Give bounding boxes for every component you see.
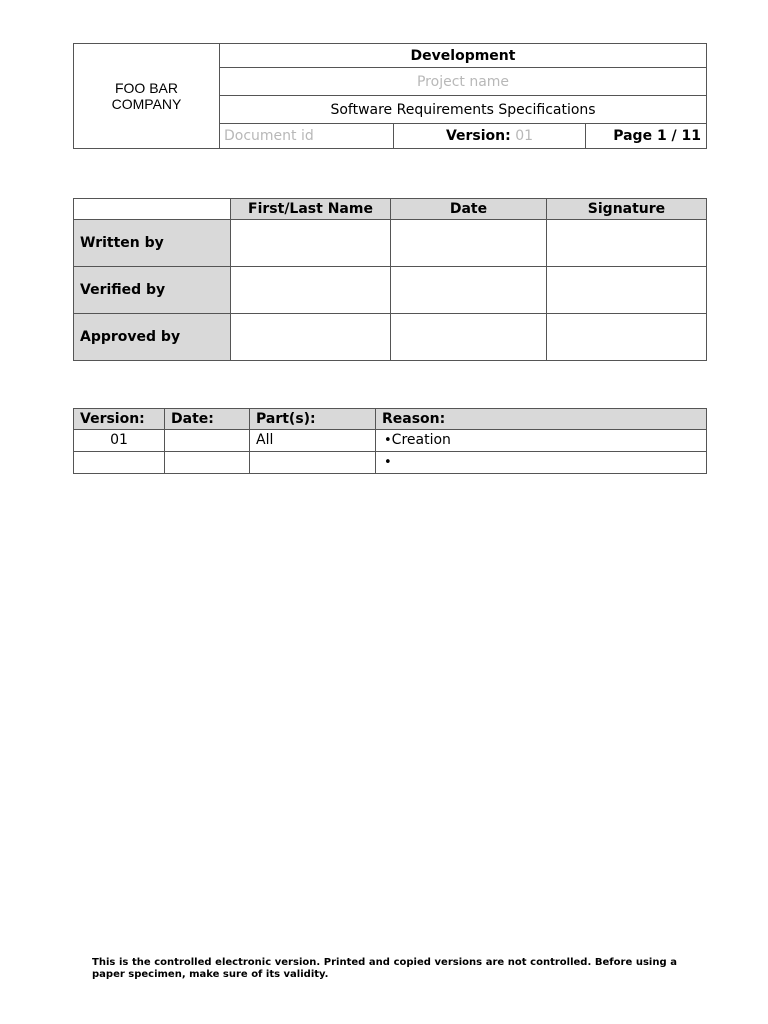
approved-name-cell[interactable]: [231, 314, 391, 361]
approval-row-label: Verified by: [74, 267, 231, 314]
company-name-text: FOO BAR COMPANY: [111, 80, 182, 112]
revision-parts: All: [250, 430, 376, 452]
controlled-version-notice: This is the controlled electronic version. Printed and copied versions are not controlled. Before using a paper specimen, make sure of its validity.: [92, 957, 677, 980]
revision-reason: [376, 430, 707, 452]
revision-header-reason: Reason:: [376, 409, 707, 430]
revision-history-table: [73, 408, 707, 474]
verified-name-cell[interactable]: [231, 267, 391, 314]
revision-header-parts: Part(s):: [250, 409, 376, 430]
approval-header-signature: Signature: [547, 199, 707, 220]
written-date-cell[interactable]: [391, 220, 547, 267]
project-name: Project name: [220, 68, 707, 96]
revision-date: [165, 430, 250, 452]
approval-row-label: Approved by: [74, 314, 231, 361]
verified-signature-cell[interactable]: [547, 267, 707, 314]
revision-reason-text: Creation: [391, 432, 451, 448]
written-signature-cell[interactable]: [547, 220, 707, 267]
document-id: Document id: [220, 124, 394, 149]
document-title: Software Requirements Specifications: [220, 96, 707, 124]
page-number: Page 1 / 11: [586, 124, 707, 149]
revision-row: [74, 430, 707, 452]
approved-signature-cell[interactable]: [547, 314, 707, 361]
approval-row-verified: [74, 267, 707, 314]
approval-header-date: Date: [391, 199, 547, 220]
revision-reason: [376, 452, 707, 474]
bullet-icon: •: [384, 433, 392, 448]
approval-header-blank: [74, 199, 231, 220]
department: Development: [220, 44, 707, 68]
revision-version: [74, 452, 165, 474]
revision-header-date: Date:: [165, 409, 250, 430]
approval-table: [73, 198, 707, 361]
version-label: Version:: [445, 128, 511, 144]
approved-date-cell[interactable]: [391, 314, 547, 361]
revision-date: [165, 452, 250, 474]
bullet-icon: •: [384, 455, 392, 470]
verified-date-cell[interactable]: [391, 267, 547, 314]
written-name-cell[interactable]: [231, 220, 391, 267]
revision-row: [74, 452, 707, 474]
version-cell: [394, 124, 586, 149]
approval-row-label: Written by: [74, 220, 231, 267]
version-value: 01: [515, 128, 534, 144]
document-header: [73, 43, 707, 149]
company-name: [74, 44, 220, 149]
approval-row-approved: [74, 314, 707, 361]
revision-parts: [250, 452, 376, 474]
revision-version: 01: [74, 430, 165, 452]
revision-header-version: Version:: [74, 409, 165, 430]
approval-row-written: [74, 220, 707, 267]
approval-header-name: First/Last Name: [231, 199, 391, 220]
